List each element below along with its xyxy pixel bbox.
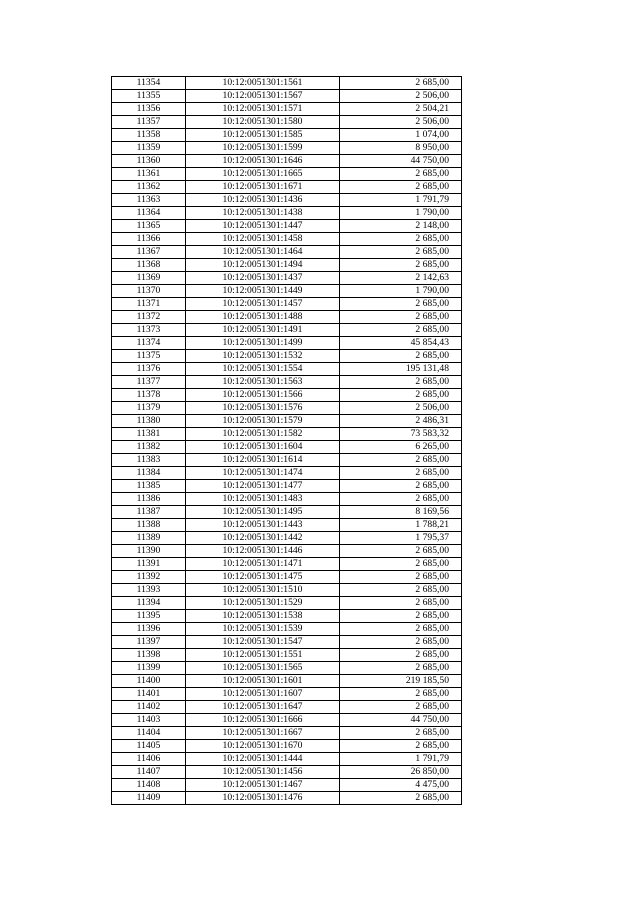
value-cell: 6 265,00 bbox=[340, 441, 462, 454]
row-number-cell: 11372 bbox=[112, 311, 186, 324]
table-row bbox=[112, 584, 462, 597]
cadastral-number-cell: 10:12:0051301:1561 bbox=[186, 77, 340, 90]
table-row bbox=[112, 467, 462, 480]
row-number-cell: 11362 bbox=[112, 181, 186, 194]
row-number-cell: 11357 bbox=[112, 116, 186, 129]
cadastral-number-cell: 10:12:0051301:1458 bbox=[186, 233, 340, 246]
table-row bbox=[112, 597, 462, 610]
cadastral-number-cell: 10:12:0051301:1565 bbox=[186, 662, 340, 675]
table-row bbox=[112, 623, 462, 636]
row-number-cell: 11354 bbox=[112, 77, 186, 90]
row-number-cell: 11398 bbox=[112, 649, 186, 662]
table-row bbox=[112, 649, 462, 662]
cadastral-number-cell: 10:12:0051301:1582 bbox=[186, 428, 340, 441]
table-row bbox=[112, 701, 462, 714]
value-cell: 2 685,00 bbox=[340, 77, 462, 90]
value-cell: 4 475,00 bbox=[340, 779, 462, 792]
row-number-cell: 11365 bbox=[112, 220, 186, 233]
table-row bbox=[112, 636, 462, 649]
cadastral-number-cell: 10:12:0051301:1494 bbox=[186, 259, 340, 272]
table-row bbox=[112, 389, 462, 402]
value-cell: 2 685,00 bbox=[340, 493, 462, 506]
value-cell: 45 854,43 bbox=[340, 337, 462, 350]
table-row bbox=[112, 259, 462, 272]
cadastral-number-cell: 10:12:0051301:1665 bbox=[186, 168, 340, 181]
table-row bbox=[112, 350, 462, 363]
cadastral-number-cell: 10:12:0051301:1671 bbox=[186, 181, 340, 194]
value-cell: 2 685,00 bbox=[340, 792, 462, 805]
table-row bbox=[112, 714, 462, 727]
table-row bbox=[112, 766, 462, 779]
value-cell: 2 685,00 bbox=[340, 246, 462, 259]
value-cell: 2 685,00 bbox=[340, 584, 462, 597]
row-number-cell: 11378 bbox=[112, 389, 186, 402]
row-number-cell: 11409 bbox=[112, 792, 186, 805]
cadastral-number-cell: 10:12:0051301:1474 bbox=[186, 467, 340, 480]
value-cell: 2 685,00 bbox=[340, 558, 462, 571]
cadastral-number-cell: 10:12:0051301:1571 bbox=[186, 103, 340, 116]
value-cell: 8 950,00 bbox=[340, 142, 462, 155]
cadastral-number-cell: 10:12:0051301:1483 bbox=[186, 493, 340, 506]
table-row bbox=[112, 532, 462, 545]
table-row bbox=[112, 688, 462, 701]
value-cell: 1 790,00 bbox=[340, 285, 462, 298]
table-row bbox=[112, 298, 462, 311]
cadastral-number-cell: 10:12:0051301:1667 bbox=[186, 727, 340, 740]
table-row bbox=[112, 415, 462, 428]
value-cell: 2 685,00 bbox=[340, 623, 462, 636]
table-row bbox=[112, 194, 462, 207]
table-row bbox=[112, 753, 462, 766]
table-row bbox=[112, 519, 462, 532]
cadastral-number-cell: 10:12:0051301:1488 bbox=[186, 311, 340, 324]
cadastral-number-cell: 10:12:0051301:1457 bbox=[186, 298, 340, 311]
cadastral-number-cell: 10:12:0051301:1444 bbox=[186, 753, 340, 766]
value-cell: 2 685,00 bbox=[340, 259, 462, 272]
row-number-cell: 11361 bbox=[112, 168, 186, 181]
cadastral-number-cell: 10:12:0051301:1599 bbox=[186, 142, 340, 155]
table-row bbox=[112, 727, 462, 740]
cadastral-number-cell: 10:12:0051301:1471 bbox=[186, 558, 340, 571]
table-row bbox=[112, 545, 462, 558]
row-number-cell: 11369 bbox=[112, 272, 186, 285]
cadastral-number-cell: 10:12:0051301:1585 bbox=[186, 129, 340, 142]
value-cell: 2 506,00 bbox=[340, 116, 462, 129]
table-row bbox=[112, 662, 462, 675]
value-cell: 2 685,00 bbox=[340, 467, 462, 480]
cadastral-number-cell: 10:12:0051301:1532 bbox=[186, 350, 340, 363]
value-cell: 2 486,31 bbox=[340, 415, 462, 428]
cadastral-number-cell: 10:12:0051301:1438 bbox=[186, 207, 340, 220]
cadastral-number-cell: 10:12:0051301:1510 bbox=[186, 584, 340, 597]
value-cell: 2 685,00 bbox=[340, 571, 462, 584]
row-number-cell: 11356 bbox=[112, 103, 186, 116]
cadastral-number-cell: 10:12:0051301:1443 bbox=[186, 519, 340, 532]
table-row bbox=[112, 779, 462, 792]
cadastral-number-cell: 10:12:0051301:1442 bbox=[186, 532, 340, 545]
table-row bbox=[112, 571, 462, 584]
row-number-cell: 11385 bbox=[112, 480, 186, 493]
row-number-cell: 11388 bbox=[112, 519, 186, 532]
value-cell: 2 685,00 bbox=[340, 181, 462, 194]
value-cell: 195 131,48 bbox=[340, 363, 462, 376]
row-number-cell: 11360 bbox=[112, 155, 186, 168]
table-row bbox=[112, 129, 462, 142]
value-cell: 2 685,00 bbox=[340, 740, 462, 753]
value-cell: 2 685,00 bbox=[340, 454, 462, 467]
table-row bbox=[112, 285, 462, 298]
value-cell: 2 685,00 bbox=[340, 233, 462, 246]
value-cell: 26 850,00 bbox=[340, 766, 462, 779]
cadastral-number-cell: 10:12:0051301:1579 bbox=[186, 415, 340, 428]
value-cell: 2 142,63 bbox=[340, 272, 462, 285]
row-number-cell: 11363 bbox=[112, 194, 186, 207]
value-cell: 1 788,21 bbox=[340, 519, 462, 532]
row-number-cell: 11397 bbox=[112, 636, 186, 649]
row-number-cell: 11359 bbox=[112, 142, 186, 155]
row-number-cell: 11408 bbox=[112, 779, 186, 792]
row-number-cell: 11391 bbox=[112, 558, 186, 571]
value-cell: 44 750,00 bbox=[340, 155, 462, 168]
cadastral-number-cell: 10:12:0051301:1580 bbox=[186, 116, 340, 129]
table-row bbox=[112, 233, 462, 246]
cadastral-number-cell: 10:12:0051301:1614 bbox=[186, 454, 340, 467]
row-number-cell: 11383 bbox=[112, 454, 186, 467]
table-row bbox=[112, 493, 462, 506]
table-row bbox=[112, 337, 462, 350]
row-number-cell: 11364 bbox=[112, 207, 186, 220]
table-row bbox=[112, 558, 462, 571]
value-cell: 2 148,00 bbox=[340, 220, 462, 233]
table-row bbox=[112, 77, 462, 90]
row-number-cell: 11368 bbox=[112, 259, 186, 272]
table-row bbox=[112, 155, 462, 168]
row-number-cell: 11366 bbox=[112, 233, 186, 246]
row-number-cell: 11405 bbox=[112, 740, 186, 753]
value-cell: 8 169,56 bbox=[340, 506, 462, 519]
cadastral-number-cell: 10:12:0051301:1538 bbox=[186, 610, 340, 623]
table-body bbox=[112, 77, 462, 805]
row-number-cell: 11400 bbox=[112, 675, 186, 688]
row-number-cell: 11399 bbox=[112, 662, 186, 675]
value-cell: 1 795,37 bbox=[340, 532, 462, 545]
cadastral-number-cell: 10:12:0051301:1554 bbox=[186, 363, 340, 376]
row-number-cell: 11390 bbox=[112, 545, 186, 558]
table-row bbox=[112, 506, 462, 519]
row-number-cell: 11358 bbox=[112, 129, 186, 142]
row-number-cell: 11374 bbox=[112, 337, 186, 350]
row-number-cell: 11392 bbox=[112, 571, 186, 584]
value-cell: 2 685,00 bbox=[340, 662, 462, 675]
cadastral-number-cell: 10:12:0051301:1449 bbox=[186, 285, 340, 298]
row-number-cell: 11403 bbox=[112, 714, 186, 727]
row-number-cell: 11401 bbox=[112, 688, 186, 701]
cadastral-number-cell: 10:12:0051301:1529 bbox=[186, 597, 340, 610]
table-row bbox=[112, 740, 462, 753]
row-number-cell: 11376 bbox=[112, 363, 186, 376]
table-row bbox=[112, 116, 462, 129]
value-cell: 1 791,79 bbox=[340, 753, 462, 766]
cadastral-number-cell: 10:12:0051301:1607 bbox=[186, 688, 340, 701]
row-number-cell: 11396 bbox=[112, 623, 186, 636]
table-row bbox=[112, 675, 462, 688]
value-cell: 1 791,79 bbox=[340, 194, 462, 207]
value-cell: 2 685,00 bbox=[340, 324, 462, 337]
cadastral-number-cell: 10:12:0051301:1601 bbox=[186, 675, 340, 688]
row-number-cell: 11384 bbox=[112, 467, 186, 480]
table-row bbox=[112, 610, 462, 623]
value-cell: 2 506,00 bbox=[340, 402, 462, 415]
cadastral-number-cell: 10:12:0051301:1475 bbox=[186, 571, 340, 584]
table-row bbox=[112, 402, 462, 415]
row-number-cell: 11406 bbox=[112, 753, 186, 766]
value-cell: 2 685,00 bbox=[340, 376, 462, 389]
cadastral-number-cell: 10:12:0051301:1437 bbox=[186, 272, 340, 285]
table-row bbox=[112, 207, 462, 220]
value-cell: 73 583,32 bbox=[340, 428, 462, 441]
value-cell: 2 685,00 bbox=[340, 350, 462, 363]
cadastral-number-cell: 10:12:0051301:1551 bbox=[186, 649, 340, 662]
cadastral-value-table bbox=[111, 76, 462, 805]
cadastral-number-cell: 10:12:0051301:1436 bbox=[186, 194, 340, 207]
table-row bbox=[112, 220, 462, 233]
row-number-cell: 11371 bbox=[112, 298, 186, 311]
table-row bbox=[112, 168, 462, 181]
table-row bbox=[112, 246, 462, 259]
table-row bbox=[112, 103, 462, 116]
row-number-cell: 11407 bbox=[112, 766, 186, 779]
table-row bbox=[112, 454, 462, 467]
cadastral-number-cell: 10:12:0051301:1604 bbox=[186, 441, 340, 454]
value-cell: 2 506,00 bbox=[340, 90, 462, 103]
cadastral-number-cell: 10:12:0051301:1576 bbox=[186, 402, 340, 415]
value-cell: 2 685,00 bbox=[340, 597, 462, 610]
table-row bbox=[112, 428, 462, 441]
table-row bbox=[112, 324, 462, 337]
row-number-cell: 11370 bbox=[112, 285, 186, 298]
cadastral-number-cell: 10:12:0051301:1477 bbox=[186, 480, 340, 493]
value-cell: 2 685,00 bbox=[340, 168, 462, 181]
row-number-cell: 11355 bbox=[112, 90, 186, 103]
value-cell: 2 685,00 bbox=[340, 610, 462, 623]
row-number-cell: 11380 bbox=[112, 415, 186, 428]
cadastral-number-cell: 10:12:0051301:1464 bbox=[186, 246, 340, 259]
table-row bbox=[112, 363, 462, 376]
cadastral-number-cell: 10:12:0051301:1566 bbox=[186, 389, 340, 402]
value-cell: 2 685,00 bbox=[340, 389, 462, 402]
row-number-cell: 11393 bbox=[112, 584, 186, 597]
cadastral-number-cell: 10:12:0051301:1670 bbox=[186, 740, 340, 753]
value-cell: 2 685,00 bbox=[340, 636, 462, 649]
table-row bbox=[112, 792, 462, 805]
table-row bbox=[112, 272, 462, 285]
cadastral-number-cell: 10:12:0051301:1647 bbox=[186, 701, 340, 714]
row-number-cell: 11404 bbox=[112, 727, 186, 740]
value-cell: 2 504,21 bbox=[340, 103, 462, 116]
cadastral-number-cell: 10:12:0051301:1446 bbox=[186, 545, 340, 558]
value-cell: 219 185,50 bbox=[340, 675, 462, 688]
cadastral-number-cell: 10:12:0051301:1563 bbox=[186, 376, 340, 389]
row-number-cell: 11379 bbox=[112, 402, 186, 415]
cadastral-number-cell: 10:12:0051301:1491 bbox=[186, 324, 340, 337]
value-cell: 2 685,00 bbox=[340, 480, 462, 493]
row-number-cell: 11389 bbox=[112, 532, 186, 545]
row-number-cell: 11387 bbox=[112, 506, 186, 519]
table-row bbox=[112, 142, 462, 155]
value-cell: 44 750,00 bbox=[340, 714, 462, 727]
table-row bbox=[112, 181, 462, 194]
cadastral-number-cell: 10:12:0051301:1447 bbox=[186, 220, 340, 233]
row-number-cell: 11377 bbox=[112, 376, 186, 389]
value-cell: 2 685,00 bbox=[340, 649, 462, 662]
cadastral-number-cell: 10:12:0051301:1456 bbox=[186, 766, 340, 779]
cadastral-number-cell: 10:12:0051301:1539 bbox=[186, 623, 340, 636]
table-row bbox=[112, 480, 462, 493]
row-number-cell: 11373 bbox=[112, 324, 186, 337]
cadastral-number-cell: 10:12:0051301:1567 bbox=[186, 90, 340, 103]
row-number-cell: 11395 bbox=[112, 610, 186, 623]
cadastral-number-cell: 10:12:0051301:1666 bbox=[186, 714, 340, 727]
table-row bbox=[112, 376, 462, 389]
row-number-cell: 11382 bbox=[112, 441, 186, 454]
value-cell: 1 790,00 bbox=[340, 207, 462, 220]
cadastral-number-cell: 10:12:0051301:1476 bbox=[186, 792, 340, 805]
value-cell: 2 685,00 bbox=[340, 701, 462, 714]
row-number-cell: 11394 bbox=[112, 597, 186, 610]
cadastral-number-cell: 10:12:0051301:1467 bbox=[186, 779, 340, 792]
value-cell: 2 685,00 bbox=[340, 298, 462, 311]
row-number-cell: 11386 bbox=[112, 493, 186, 506]
cadastral-number-cell: 10:12:0051301:1547 bbox=[186, 636, 340, 649]
row-number-cell: 11381 bbox=[112, 428, 186, 441]
row-number-cell: 11375 bbox=[112, 350, 186, 363]
table-row bbox=[112, 441, 462, 454]
value-cell: 2 685,00 bbox=[340, 545, 462, 558]
value-cell: 2 685,00 bbox=[340, 727, 462, 740]
value-cell: 2 685,00 bbox=[340, 688, 462, 701]
cadastral-number-cell: 10:12:0051301:1499 bbox=[186, 337, 340, 350]
cadastral-number-cell: 10:12:0051301:1495 bbox=[186, 506, 340, 519]
row-number-cell: 11367 bbox=[112, 246, 186, 259]
value-cell: 1 074,00 bbox=[340, 129, 462, 142]
cadastral-number-cell: 10:12:0051301:1646 bbox=[186, 155, 340, 168]
table-row bbox=[112, 311, 462, 324]
row-number-cell: 11402 bbox=[112, 701, 186, 714]
table-row bbox=[112, 90, 462, 103]
value-cell: 2 685,00 bbox=[340, 311, 462, 324]
